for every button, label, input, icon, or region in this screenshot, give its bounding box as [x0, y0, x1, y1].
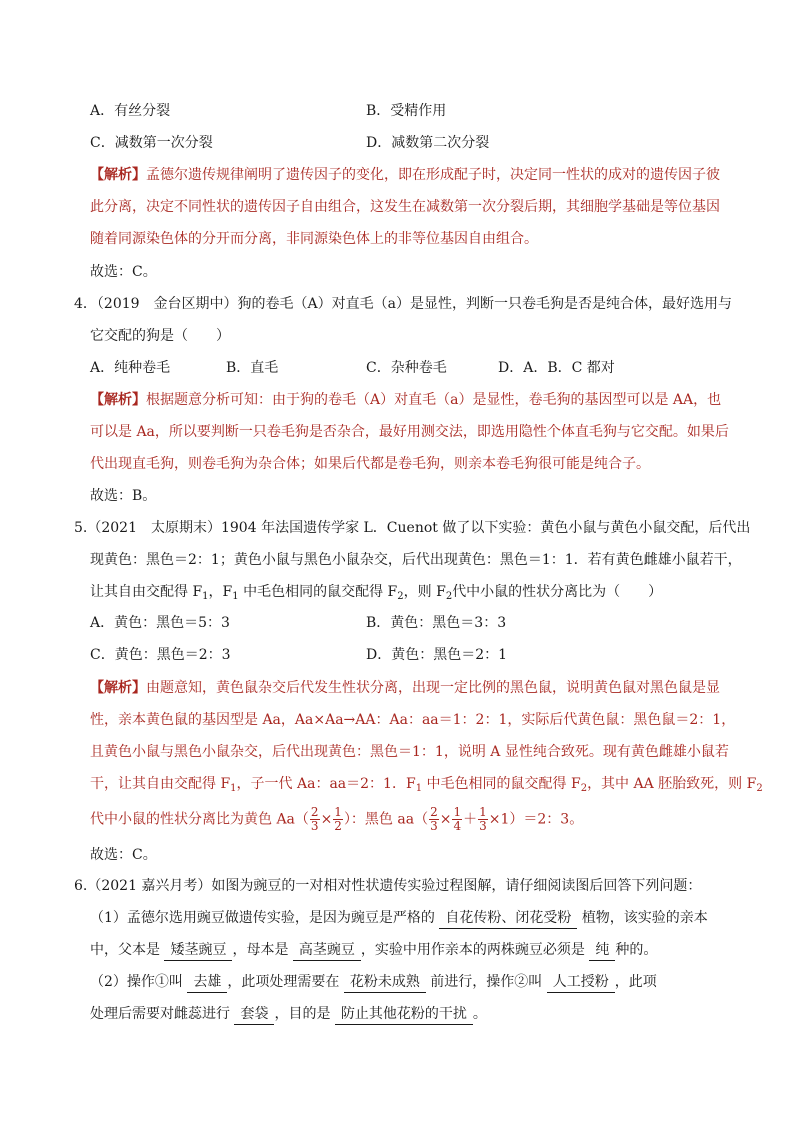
answer-blank: 去雄: [187, 972, 227, 993]
denominator: 2: [334, 819, 342, 833]
subscript: 1: [415, 783, 423, 794]
denominator: 3: [430, 819, 438, 833]
operator: ×: [439, 811, 452, 828]
fraction: [310, 806, 320, 833]
denominator: 3: [479, 819, 487, 833]
numerator: 1: [334, 805, 342, 819]
explanation-line: 此分离，决定不同性状的遗传因子自由组合，这发生在减数第一次分裂后期，其细胞学基础是等位基因: [90, 199, 720, 215]
answer-blank: 纯: [589, 940, 615, 961]
stem-text: 代中小鼠的性状分离比为（ ）: [452, 584, 663, 600]
fraction: [478, 806, 488, 833]
subscript: 1: [202, 591, 209, 602]
explanation-text: 根据题意分析可知：由于狗的卷毛（A）对直毛（a）是显性，卷毛狗的基因型可以是 AA，也: [146, 392, 722, 408]
stem-text: ，则 F: [403, 584, 446, 600]
answer-blank: 高茎豌豆: [293, 940, 361, 961]
explanation-line: 代出现直毛狗，则卷毛狗为杂合体；如果后代都是卷毛狗，则亲本卷毛狗很可能是纯合子。: [90, 456, 650, 472]
explanation-line: [90, 774, 763, 794]
explanation-line: 可以是 Aa，所以要判断一只卷毛狗是否杂合，最好用测交法，即选用隐性个体直毛狗与它交配。如果后: [90, 424, 729, 440]
operator: ＋: [463, 811, 478, 828]
explanation-line: [90, 165, 720, 185]
stem-text: （2）操作①叫: [90, 974, 183, 990]
explanation-text: 由题意知，黄色鼠杂交后代发生性状分离，出现一定比例的黑色鼠，说明黄色鼠对黑色鼠是显: [146, 680, 720, 696]
explanation-tag: 【解析】: [90, 392, 146, 408]
option-c: C．减数第一次分裂: [90, 135, 213, 151]
numerator: 2: [310, 805, 319, 819]
answer-blank: 自花传粉、闭花受粉: [439, 908, 577, 929]
explanation-line: 且黄色小鼠与黑色小鼠杂交，后代出现黄色：黑色＝1：1，说明 A 显性纯合致死。现有黄色雌雄小鼠若: [90, 744, 729, 760]
fraction: [429, 806, 439, 833]
numerator: 1: [479, 805, 487, 819]
operator: ×1: [488, 811, 510, 828]
explanation-line: [90, 678, 720, 698]
stem-text: ，实验中用作亲本的两株豌豆必须是: [360, 942, 585, 958]
stem-text: 。: [472, 1006, 487, 1022]
operator: ×: [320, 811, 333, 828]
subscript: 2: [397, 591, 404, 602]
option-b: B．受精作用: [366, 103, 447, 119]
answer-line: 故选：C。: [90, 847, 157, 863]
fraction: [333, 806, 343, 833]
option-a: A．纯种卷毛: [90, 360, 171, 376]
stem-text: 种的。: [615, 942, 658, 958]
subscript: 1: [232, 591, 239, 602]
stem-text: 中，父本是: [90, 942, 160, 958]
stem-text: ，此项处理需要在: [227, 974, 340, 990]
denominator: 3: [310, 819, 319, 833]
numerator: 2: [430, 805, 438, 819]
question-6-part2: [90, 972, 657, 993]
subscript: 2: [756, 783, 763, 794]
option-b: B．黄色：黑色＝3：3: [366, 615, 507, 631]
option-a: A．有丝分裂: [90, 103, 171, 119]
stem-text: ，母本是: [232, 942, 289, 958]
option-d: D．A．B．C 都对: [498, 360, 615, 376]
option-a: A．黄色：黑色＝5：3: [90, 615, 230, 631]
explanation-text: ，子一代 Aa：aa＝2：1．F: [236, 776, 416, 792]
explanation-text: 中毛色相同的鼠交配得 F: [422, 776, 581, 792]
fraction: [452, 806, 462, 833]
subscript: 2: [445, 591, 453, 602]
stem-text: ，此项: [614, 974, 657, 990]
stem-text: 处理后需要对雌蕊进行: [90, 1006, 230, 1022]
stem-text: ，F: [208, 584, 233, 600]
explanation-text: ）：黑色 aa（: [343, 811, 429, 828]
stem-text: 植物，该实验的亲本: [581, 910, 708, 926]
answer-blank: 防止其他花粉的干扰: [335, 1004, 473, 1025]
explanation-text: ）＝2：3。: [509, 811, 584, 828]
question-4-stem-cont: 它交配的狗是（ ）: [90, 328, 230, 344]
subscript: 2: [580, 783, 588, 794]
answer-line: 故选：C。: [90, 264, 157, 280]
explanation-tag: 【解析】: [90, 680, 146, 696]
explanation-line: [90, 390, 721, 410]
option-c: C．杂种卷毛: [366, 360, 447, 376]
question-6-part1-cont: [90, 940, 657, 961]
denominator: 4: [453, 819, 462, 833]
answer-blank: 人工授粉: [547, 972, 615, 993]
question-5-stem-cont: 现黄色：黑色＝2：1；黄色小鼠与黑色小鼠杂交，后代出现黄色：黑色＝1：1．若有黄色雌雄小鼠若干，: [90, 552, 742, 568]
question-4-stem: 4．（2019 金台区期中）狗的卷毛（A）对直毛（a）是显性，判断一只卷毛狗是否是纯合体，最好选用与: [74, 296, 732, 312]
subscript: 1: [230, 783, 237, 794]
option-d: D．减数第二次分裂: [366, 135, 490, 151]
answer-blank: 套袋: [234, 1004, 274, 1025]
option-b: B．直毛: [226, 360, 279, 376]
answer-blank: 矮茎豌豆: [164, 940, 232, 961]
explanation-line: 随着同源染色体的分开而分离，非同源染色体上的非等位基因自由组合。: [90, 231, 538, 247]
question-6-stem: 6.（2021 嘉兴月考）如图为豌豆的一对相对性状遗传实验过程图解，请仔细阅读图后回答下列问题：: [74, 878, 702, 894]
explanation-line-fractions: [90, 806, 583, 833]
explanation-text: 代中小鼠的性状分离比为黄色 Aa（: [90, 811, 309, 828]
explanation-line: 性，亲本黄色鼠的基因型是 Aa，Aa×Aa→AA：Aa：aa＝1：2：1，实际后代黄色鼠：黑色鼠＝2：1，: [90, 712, 736, 728]
stem-text: 让其自由交配得 F: [90, 584, 203, 600]
option-c: C．黄色：黑色＝2：3: [90, 647, 231, 663]
question-5-stem: 5.（2021 太原期末）1904 年法国遗传学家 L．Cuenot 做了以下实验：黄色小鼠与黄色小鼠交配，后代出: [74, 520, 751, 536]
option-d: D．黄色：黑色＝2：1: [366, 647, 508, 663]
stem-text: 前进行，操作②叫: [430, 974, 543, 990]
numerator: 1: [453, 805, 462, 819]
stem-text: （1）孟德尔选用豌豆做遗传实验，是因为豌豆是严格的: [90, 910, 435, 926]
explanation-text: ，其中 AA 胚胎致死，则 F: [587, 776, 757, 792]
question-6-part2-cont: [90, 1004, 487, 1025]
explanation-tag: 【解析】: [90, 167, 146, 183]
answer-line: 故选：B。: [90, 488, 157, 504]
stem-text: ，目的是: [274, 1006, 331, 1022]
answer-blank: 花粉未成熟: [344, 972, 426, 993]
question-5-stem-cont: [90, 582, 662, 602]
stem-text: 中毛色相同的鼠交配得 F: [238, 584, 398, 600]
explanation-text: 孟德尔遗传规律阐明了遗传因子的变化，即在形成配子时，决定同一性状的成对的遗传因子彼: [146, 167, 720, 183]
explanation-text: 干，让其自由交配得 F: [90, 776, 231, 792]
question-6-part1: [90, 908, 708, 929]
